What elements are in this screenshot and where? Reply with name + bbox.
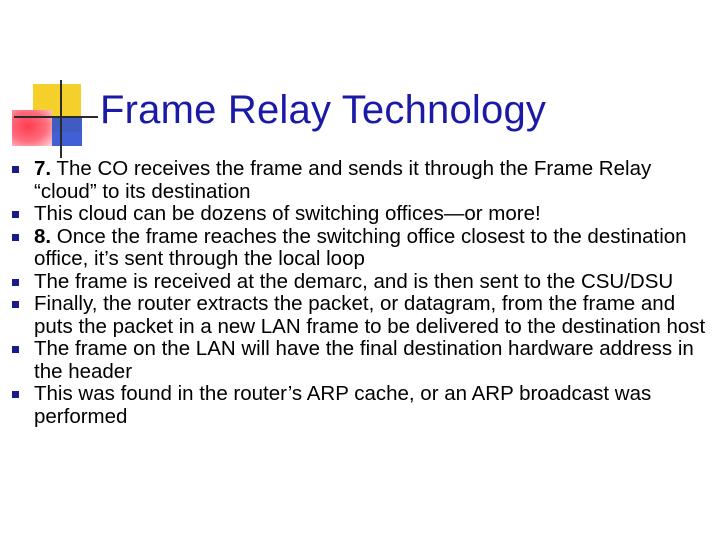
- bullet-text: The CO receives the frame and sends it through the Frame Relay “cloud” to its destination: [34, 157, 652, 203]
- bullet-list: [12, 158, 712, 428]
- bullet-text: The frame on the LAN will have the final destination hardware address in the header: [34, 337, 694, 383]
- template-logo-icon: [0, 0, 120, 160]
- bullet-item: [12, 226, 712, 271]
- bullet-text: Once the frame reaches the switching office closest to the destination office, it’s sent through the local loop: [34, 224, 687, 270]
- square-bullet-icon: [12, 279, 19, 286]
- step-number: 7.: [34, 157, 52, 180]
- bullet-item: [12, 158, 712, 203]
- bullet-item: [12, 383, 712, 428]
- slide-title: Frame Relay Technology: [100, 88, 547, 132]
- square-bullet-icon: [12, 391, 19, 398]
- logo-horizontal-line: [14, 116, 98, 118]
- square-bullet-icon: [12, 346, 19, 353]
- square-bullet-icon: [12, 234, 19, 241]
- step-number: 8.: [34, 224, 52, 248]
- bullet-item: [12, 338, 712, 383]
- bullet-text: This cloud can be dozens of switching offices—or more!: [34, 202, 541, 225]
- bullet-item: [12, 203, 712, 226]
- bullet-text: This was found in the router’s ARP cache, or an ARP broadcast was performed: [34, 382, 652, 428]
- square-bullet-icon: [12, 301, 19, 308]
- square-bullet-icon: [12, 211, 19, 218]
- bullet-text: Finally, the router extracts the packet, or datagram, from the frame and puts the packet in a new LAN frame to be delivered to the destination host: [34, 292, 706, 338]
- bullet-text: The frame is received at the demarc, and is then sent to the CSU/DSU: [34, 269, 674, 293]
- logo-vertical-line: [60, 80, 62, 158]
- bullet-item: [12, 271, 712, 294]
- logo-blue-square: [52, 118, 82, 146]
- square-bullet-icon: [12, 166, 19, 173]
- bullet-item: [12, 293, 712, 338]
